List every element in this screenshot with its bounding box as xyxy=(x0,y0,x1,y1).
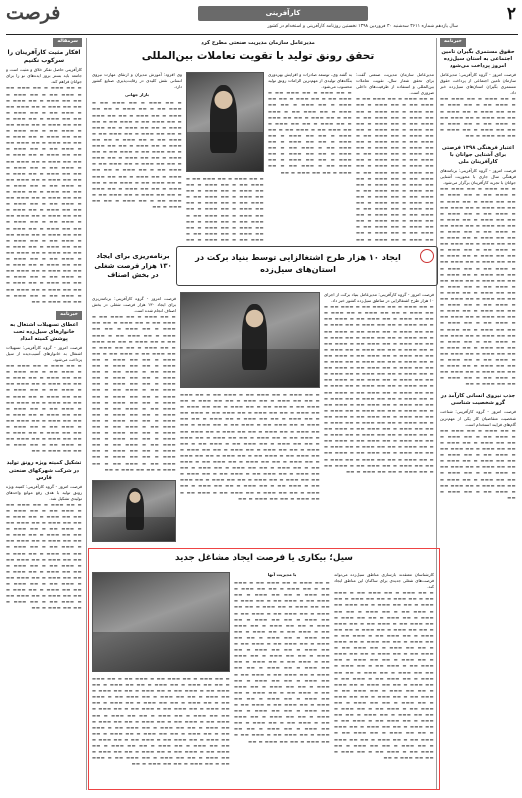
story-kicker: مدیرعامل سازمان مدیریت صنعتی مطرح کرد xyxy=(201,40,315,46)
story-body: مدیرعامل سازمان مدیریت صنعتی گفت: برای تحقق شعار سال، تقویت تعاملات بین‌المللی و استفاده از ظرفیت‌های داخلی ضروری است. xyxy=(356,72,434,96)
text-filler: ▬ ▬▬ ▬▬▬ ▬ ▬▬ ▬▬▬ ▬▬ ▬ ▬▬▬ ▬▬ ▬ ▬▬ ▬▬▬ ▬ ▬▬ ▬▬ ▬▬▬ ▬ ▬▬ ▬▬▬ ▬ ▬▬ ▬▬ ▬▬▬ ▬ ▬▬ ▬▬▬ ▬▬ ▬ ▬▬▬ ▬▬ ▬ ▬▬ ▬▬▬ ▬ ▬▬ ▬▬ ▬▬▬ ▬ ▬▬ ▬▬▬ ▬ ▬▬ ▬▬ ▬▬▬ ▬ ▬▬ ▬▬▬ ▬▬ ▬ ▬▬▬ ▬▬ ▬ ▬▬ ▬▬▬ ▬ ▬▬ ▬▬ ▬▬▬ ▬ ▬▬ ▬▬▬ ▬ ▬▬ ▬▬ ▬▬▬ ▬ ▬▬ ▬▬▬ ▬▬ ▬ ▬▬▬ ▬▬ ▬ ▬▬ ▬▬▬ ▬ ▬▬ ▬▬ ▬▬▬ ▬ ▬▬ ▬▬▬ ▬ ▬▬ ▬▬ ▬▬▬ ▬ ▬▬ ▬▬▬ ▬▬ ▬ ▬▬▬ ▬▬ ▬ ▬▬ ▬▬▬ ▬ ▬▬ ▬▬ ▬▬▬ ▬ ▬▬ ▬▬▬ ▬ ▬▬ ▬▬ ▬▬▬ ▬ ▬▬ ▬▬▬ ▬▬ ▬ ▬▬▬ ▬▬ ▬ ▬▬ ▬▬▬ ▬ ▬▬ ▬▬ ▬▬▬ ▬ ▬▬ ▬▬▬ ▬ ▬▬ ▬▬ ▬▬▬ ▬ ▬▬ ▬▬▬ ▬▬ ▬ ▬▬▬ ▬▬ ▬ ▬▬ ▬▬▬ ▬ ▬▬ ▬▬ ▬▬▬ ▬ ▬▬ ▬▬▬ ▬ ▬▬ ▬▬ ▬▬▬ ▬ ▬▬ ▬▬▬ ▬▬ ▬ ▬▬▬ ▬▬ ▬ ▬▬ ▬▬▬ ▬ ▬▬ ▬▬ ▬▬▬ ▬ ▬▬ ▬▬▬ ▬ ▬▬ ▬▬ ▬▬▬ ▬ ▬▬ ▬▬▬ ▬▬ ▬ ▬▬▬ ▬▬ ▬ ▬▬ ▬▬▬ ▬ ▬▬ ▬▬ ▬▬▬ ▬ ▬▬ ▬▬▬ ▬ ▬▬ ▬▬ ▬▬▬ ▬ ▬▬ ▬▬▬ ▬▬ ▬ ▬▬▬ ▬▬ ▬ ▬▬ ▬▬▬ ▬ ▬▬ ▬▬ ▬▬▬ ▬ ▬▬ ▬▬▬ ▬ ▬▬ ▬▬ ▬▬▬ ▬ ▬▬ ▬▬▬ ▬▬ ▬ ▬▬▬ ▬▬ ▬ ▬▬ ▬▬▬ ▬ ▬▬ ▬▬ ▬▬▬ ▬ ▬▬ xyxy=(234,580,330,744)
text-filler: ▬ ▬▬ ▬▬▬ ▬ ▬▬ ▬▬▬ ▬▬ ▬ ▬▬▬ ▬▬ ▬ ▬▬ ▬▬▬ ▬ ▬▬ ▬▬ ▬▬▬ ▬ ▬▬ ▬▬▬ ▬ ▬▬ ▬▬ ▬▬▬ ▬ ▬▬ ▬▬▬ ▬▬ ▬ ▬▬▬ ▬▬ ▬ ▬▬ ▬▬▬ ▬ ▬▬ ▬▬ ▬▬▬ ▬ ▬▬ ▬▬▬ ▬ ▬▬ ▬▬ ▬▬▬ ▬ ▬▬ ▬▬▬ ▬▬ ▬ ▬▬▬ ▬▬ ▬ ▬▬ ▬▬▬ ▬ ▬▬ ▬▬ ▬▬▬ ▬ ▬▬ ▬▬▬ ▬ ▬▬ ▬▬ ▬▬▬ ▬ ▬▬ ▬▬▬ ▬▬ ▬ ▬▬▬ ▬▬ ▬ ▬▬ ▬▬▬ ▬ ▬▬ ▬▬ ▬▬▬ ▬ ▬▬ ▬▬▬ ▬ ▬▬ ▬▬ ▬▬▬ ▬ ▬▬ ▬▬▬ ▬▬ ▬ ▬▬▬ ▬▬ ▬ ▬▬ ▬▬▬ ▬ ▬▬ ▬▬ ▬▬▬ ▬ ▬▬ xyxy=(6,363,82,454)
story-headline: سیل؛ بیکاری یا فرصت ایجاد مشاغل جدید xyxy=(175,553,353,563)
brief-headline: تشکیل کمیته ویژه رونق تولید در شرکت شهرکهای صنعتی فارس xyxy=(6,460,82,481)
story-column xyxy=(356,72,434,242)
text-filler: ▬ ▬▬ ▬▬▬ ▬ ▬▬ ▬▬▬ ▬▬ ▬ ▬▬▬ ▬▬ ▬ ▬▬ ▬▬▬ ▬ ▬▬ ▬▬ ▬▬▬ ▬ ▬▬ ▬▬▬ ▬ ▬▬ ▬▬ ▬▬▬ ▬ ▬▬ ▬▬▬ ▬▬ ▬ ▬▬▬ ▬▬ ▬ ▬▬ ▬▬▬ ▬ ▬▬ ▬▬ ▬▬▬ ▬ ▬▬ ▬▬▬ ▬ ▬▬ ▬▬ ▬▬▬ ▬ ▬▬ ▬▬▬ ▬▬ ▬ ▬▬▬ ▬▬ ▬ ▬▬ ▬▬▬ ▬ ▬▬ ▬▬ ▬▬▬ ▬ ▬▬ ▬▬▬ ▬ ▬▬ ▬▬ ▬▬▬ ▬ ▬▬ ▬▬▬ ▬▬ ▬ ▬▬▬ ▬▬ ▬ ▬▬ ▬▬▬ ▬ ▬▬ ▬▬ ▬▬▬ ▬ ▬▬ ▬▬▬ ▬ ▬▬ ▬▬ ▬▬▬ ▬ ▬▬ ▬▬▬ ▬▬ ▬ ▬▬▬ ▬▬ ▬ ▬▬ ▬▬▬ ▬ ▬▬ ▬▬ ▬▬▬ ▬ ▬▬ ▬▬▬ ▬ ▬▬ ▬▬ ▬▬▬ ▬ ▬▬ ▬▬▬ ▬▬ ▬ ▬▬▬ ▬▬ ▬ ▬▬ ▬▬▬ ▬ ▬▬ ▬▬ ▬▬▬ ▬ ▬▬ ▬▬▬ ▬ ▬▬ ▬▬ ▬▬▬ ▬ ▬▬ ▬▬▬ ▬▬ ▬ ▬▬▬ ▬▬ ▬ ▬▬ ▬▬▬ ▬ ▬▬ ▬▬ ▬▬▬ ▬ ▬▬ ▬▬▬ ▬ ▬▬ ▬▬ ▬▬▬ ▬ ▬▬ ▬▬▬ ▬▬ ▬ ▬▬▬ ▬▬ ▬ ▬▬ ▬▬▬ ▬ ▬▬ ▬▬ ▬▬▬ ▬ ▬▬ ▬▬▬ ▬ ▬▬ ▬▬ ▬▬▬ ▬ ▬▬ ▬▬▬ ▬▬ ▬ ▬▬▬ ▬▬ ▬ ▬▬ ▬▬▬ ▬ ▬▬ ▬▬ ▬▬▬ ▬ ▬▬ ▬▬▬ ▬ ▬▬ ▬▬ ▬▬▬ ▬ ▬▬ ▬▬▬ ▬▬ ▬ ▬▬▬ ▬▬ ▬ ▬▬ ▬▬▬ ▬ ▬▬ ▬▬ ▬▬▬ ▬ ▬▬ ▬▬▬ ▬ ▬▬ ▬▬ ▬▬▬ ▬ ▬▬ ▬▬▬ ▬▬ ▬ ▬▬▬ ▬▬ ▬ ▬▬ ▬▬▬ ▬ ▬▬ ▬▬ ▬▬▬ ▬ ▬▬ xyxy=(180,392,320,501)
story-subhead: با مدیریت آنها xyxy=(267,572,297,577)
brief-headline: اعتبار فرهنگی ۱۳۹۸ فرصتی برای آشتایی جوانان با کارآفرینان ملی xyxy=(441,145,515,166)
issue-line: سال یازدهم شماره ۳۶۱۱ سه‌شنبه ۳۰ فروردین ۱۳۹۸ نخستین روزنامه کارآفرینی و استخدام در کشور xyxy=(267,24,458,29)
text-filler: ▬ ▬▬ ▬▬▬ ▬ ▬▬ ▬▬▬ ▬▬ ▬ ▬▬▬ ▬▬ ▬ ▬▬ ▬▬▬ ▬ ▬▬ ▬▬ ▬▬▬ ▬ ▬▬ ▬▬▬ ▬ ▬▬ ▬▬ ▬▬▬ ▬ ▬▬ ▬▬▬ ▬▬ ▬ ▬▬▬ ▬▬ ▬ ▬▬ ▬▬▬ ▬ ▬▬ ▬▬ ▬▬▬ ▬ ▬▬ ▬▬▬ ▬ ▬▬ ▬▬ ▬▬▬ ▬ ▬▬ ▬▬▬ ▬▬ ▬ ▬▬▬ ▬▬ ▬ ▬▬ ▬▬▬ ▬ ▬▬ ▬▬ ▬▬▬ ▬ ▬▬ ▬▬▬ ▬ ▬▬ ▬▬ ▬▬▬ ▬ ▬▬ ▬▬▬ ▬▬ ▬ ▬▬▬ ▬▬ ▬ ▬▬ ▬▬▬ ▬ ▬▬ ▬▬ ▬▬▬ ▬ ▬▬ ▬▬▬ ▬ ▬▬ ▬▬ ▬▬▬ ▬ ▬▬ ▬▬▬ ▬▬ ▬ ▬▬▬ ▬▬ ▬ ▬▬ ▬▬▬ ▬ ▬▬ ▬▬ ▬▬▬ ▬ ▬▬ ▬▬▬ ▬ ▬▬ ▬▬ ▬▬▬ ▬ ▬▬ ▬▬▬ ▬▬ ▬ ▬▬▬ ▬▬ ▬ ▬▬ ▬▬▬ ▬ ▬▬ ▬▬ ▬▬▬ ▬ ▬▬ xyxy=(6,501,82,611)
editorial-headline: افکار مثبت کارآفرینان را سرکوب نکنیم xyxy=(7,48,81,65)
text-filler: ▬ ▬▬ ▬▬▬ ▬ ▬▬ ▬▬▬ ▬▬ ▬ ▬▬▬ ▬▬ ▬ ▬▬ ▬▬▬ ▬ ▬▬ ▬▬ ▬▬▬ ▬ ▬▬ ▬▬▬ ▬ ▬▬ ▬▬ ▬▬▬ ▬ ▬▬ ▬▬▬ ▬▬ ▬ ▬▬▬ ▬▬ ▬ ▬▬ ▬▬▬ ▬ ▬▬ ▬▬ ▬▬▬ ▬ ▬▬ ▬▬▬ ▬ ▬▬ ▬▬ ▬▬▬ ▬ ▬▬ ▬▬▬ ▬▬ ▬ ▬▬▬ ▬▬ ▬ ▬▬ ▬▬▬ ▬ ▬▬ ▬▬ ▬▬▬ ▬ ▬▬ ▬▬▬ ▬ ▬▬ ▬▬ ▬▬▬ ▬ ▬▬ ▬▬▬ ▬▬ ▬ ▬▬▬ ▬▬ ▬ ▬▬ ▬▬▬ ▬ ▬▬ ▬▬ ▬▬▬ ▬ ▬▬ ▬▬▬ ▬ ▬▬ ▬▬ ▬▬▬ ▬ ▬▬ ▬▬▬ ▬▬ ▬ ▬▬▬ ▬▬ ▬ ▬▬ ▬▬▬ ▬ ▬▬ ▬▬ ▬▬▬ ▬ ▬▬ ▬▬▬ ▬ ▬▬ ▬▬ ▬▬▬ ▬ ▬▬ ▬▬▬ ▬▬ ▬ ▬▬▬ ▬▬ ▬ ▬▬ ▬▬▬ ▬ ▬▬ ▬▬ ▬▬▬ ▬ ▬▬ ▬▬▬ ▬ ▬▬ ▬▬ ▬▬▬ ▬ ▬▬ ▬▬▬ ▬▬ ▬ ▬▬▬ ▬▬ ▬ ▬▬ ▬▬▬ ▬ ▬▬ ▬▬ ▬▬▬ ▬ ▬▬ ▬▬▬ ▬ ▬▬ ▬▬ ▬▬▬ ▬ ▬▬ ▬▬▬ ▬▬ ▬ ▬▬▬ ▬▬ ▬ ▬▬ ▬▬▬ ▬ ▬▬ ▬▬ ▬▬▬ ▬ ▬▬ ▬▬▬ ▬ ▬▬ ▬▬ ▬▬▬ ▬ ▬▬ ▬▬▬ ▬▬ ▬ ▬▬▬ ▬▬ ▬ ▬▬ ▬▬▬ ▬ ▬▬ ▬▬ ▬▬▬ ▬ ▬▬ xyxy=(92,676,230,767)
brief-body: فرصت امروز - گروه کارآفرینی: شناخت شخصیت متقاضیان کار یکی از مهم‌ترین گام‌های فرایند استخدام است. xyxy=(440,409,516,427)
text-filler: ▬ ▬▬ ▬▬▬ ▬ ▬▬ ▬▬▬ ▬▬ ▬ ▬▬▬ ▬▬ ▬ ▬▬ ▬▬▬ ▬ ▬▬ ▬▬ ▬▬▬ ▬ ▬▬ ▬▬▬ ▬ ▬▬ ▬▬ ▬▬▬ ▬ ▬▬ ▬▬▬ ▬▬ ▬ ▬▬▬ ▬▬ ▬ ▬▬ ▬▬▬ ▬ ▬▬ ▬▬ ▬▬▬ ▬ ▬▬ ▬▬▬ ▬ ▬▬ ▬▬ ▬▬▬ ▬ ▬▬ ▬▬▬ ▬▬ ▬ ▬▬▬ ▬▬ ▬ ▬▬ ▬▬▬ ▬ ▬▬ ▬▬ ▬▬▬ ▬ ▬▬ ▬▬▬ ▬ ▬▬ ▬▬ ▬▬▬ ▬ ▬▬ ▬▬▬ ▬▬ ▬ ▬▬▬ ▬▬ ▬ ▬▬ ▬▬▬ ▬ ▬▬ ▬▬ ▬▬▬ ▬ ▬▬ ▬▬▬ ▬ ▬▬ ▬▬ ▬▬▬ ▬ ▬▬ ▬▬▬ ▬▬ ▬ ▬▬▬ ▬▬ ▬ ▬▬ ▬▬▬ ▬ ▬▬ ▬▬ ▬▬▬ ▬ ▬▬ ▬▬▬ ▬ ▬▬ ▬▬ ▬▬▬ ▬ ▬▬ ▬▬▬ ▬▬ ▬ ▬▬▬ ▬▬ ▬ ▬▬ ▬▬▬ ▬ ▬▬ ▬▬ ▬▬▬ ▬ ▬▬ ▬▬▬ ▬ ▬▬ ▬▬ ▬▬▬ ▬ ▬▬ ▬▬▬ ▬▬ ▬ ▬▬▬ ▬▬ ▬ ▬▬ ▬▬▬ ▬ ▬▬ ▬▬ ▬▬▬ ▬ ▬▬ ▬▬▬ ▬ ▬▬ ▬▬ ▬▬▬ ▬ ▬▬ ▬▬▬ ▬▬ ▬ ▬▬▬ ▬▬ ▬ ▬▬ ▬▬▬ ▬ ▬▬ ▬▬ ▬▬▬ ▬ ▬▬ ▬▬▬ ▬ ▬▬ ▬▬ ▬▬▬ ▬ ▬▬ ▬▬▬ ▬▬ ▬ ▬▬▬ ▬▬ ▬ ▬▬ ▬▬▬ ▬ ▬▬ ▬▬ ▬▬▬ ▬ ▬▬ ▬▬▬ ▬ ▬▬ ▬▬ ▬▬▬ ▬ ▬▬ ▬▬▬ ▬▬ ▬ ▬▬▬ ▬▬ ▬ ▬▬ ▬▬▬ ▬ ▬▬ ▬▬ ▬▬▬ ▬ ▬▬ ▬▬▬ ▬ ▬▬ ▬▬ ▬▬▬ ▬ ▬▬ ▬▬▬ ▬▬ ▬ ▬▬▬ ▬▬ ▬ ▬▬ ▬▬▬ ▬ ▬▬ ▬▬ ▬▬▬ ▬ ▬▬ ▬▬▬ ▬ ▬▬ ▬▬ ▬▬▬ ▬ ▬▬ ▬▬▬ ▬▬ ▬ ▬▬▬ ▬▬ ▬ ▬▬ ▬▬▬ ▬ ▬▬ ▬▬ ▬▬▬ ▬ ▬▬ xyxy=(334,590,434,760)
brief-headline: جذب نیروی انسانی کارآمد در گرو شخصیت شناسی xyxy=(440,393,516,407)
column-divider xyxy=(86,38,87,790)
story-column xyxy=(92,676,230,786)
story-body: کارشناسان معتقدند بازسازی مناطق سیل‌زده می‌تواند فرصت‌های شغلی جدیدی برای ساکنان این مناطق ایجاد کند. xyxy=(334,572,434,590)
right-news-column xyxy=(440,38,516,790)
column-label: خبرنامه xyxy=(56,311,82,320)
story-column xyxy=(324,292,434,542)
column-label: سرمقاله xyxy=(53,38,82,47)
brief-body: فرصت امروز - گروه کارآفرینی: کمیته ویژه رونق تولید با هدف رفع موانع واحدهای تولیدی تشکیل شد. xyxy=(6,483,82,501)
brief-body: فرصت امروز - گروه کارآفرینی: تسهیلات اشتغال به خانوارهای آسیب‌دیده از سیل پرداخت می‌شود. xyxy=(6,344,82,362)
editorial-body: کارآفرینی حاصل تفکر خلاق و مثبت است و جامعه باید بستر بروز ایده‌های نو را برای جوانان فراهم کند. xyxy=(6,67,82,85)
text-filler: ▬ ▬▬ ▬▬▬ ▬ ▬▬ ▬▬▬ ▬▬ ▬ ▬▬▬ ▬▬ ▬ ▬▬ ▬▬▬ ▬ ▬▬ ▬▬ ▬▬▬ ▬ ▬▬ ▬▬▬ ▬ ▬▬ ▬▬ ▬▬▬ ▬ ▬▬ ▬▬▬ ▬▬ ▬ ▬▬▬ ▬▬ ▬ ▬▬ ▬▬▬ ▬ ▬▬ ▬▬ ▬▬▬ ▬ ▬▬ ▬▬▬ ▬ ▬▬ ▬▬ ▬▬▬ ▬ ▬▬ ▬▬▬ ▬▬ ▬ ▬▬▬ ▬▬ ▬ ▬▬ ▬▬▬ ▬ ▬▬ ▬▬ ▬▬▬ ▬ ▬▬ ▬▬▬ ▬ ▬▬ ▬▬ ▬▬▬ ▬ ▬▬ ▬▬▬ ▬▬ ▬ ▬▬▬ ▬▬ ▬ ▬▬ ▬▬▬ ▬ ▬▬ ▬▬ ▬▬▬ ▬ ▬▬ ▬▬▬ ▬ ▬▬ ▬▬ ▬▬▬ ▬ ▬▬ ▬▬▬ ▬▬ ▬ ▬▬▬ ▬▬ ▬ ▬▬ ▬▬▬ ▬ ▬▬ ▬▬ ▬▬▬ ▬ ▬▬ ▬▬▬ ▬ ▬▬ ▬▬ ▬▬▬ ▬ ▬▬ ▬▬▬ ▬▬ ▬ ▬▬▬ ▬▬ ▬ ▬▬ ▬▬▬ ▬ ▬▬ ▬▬ ▬▬▬ ▬ ▬▬ ▬▬▬ ▬ ▬▬ ▬▬ ▬▬▬ ▬ ▬▬ ▬▬▬ ▬▬ ▬ ▬▬▬ ▬▬ ▬ ▬▬ ▬▬▬ ▬ ▬▬ ▬▬ ▬▬▬ ▬ ▬▬ ▬▬▬ ▬ ▬▬ ▬▬ ▬▬▬ ▬ ▬▬ ▬▬▬ ▬▬ ▬ ▬▬▬ ▬▬ ▬ ▬▬ ▬▬▬ ▬ ▬▬ ▬▬ ▬▬▬ ▬ ▬▬ ▬▬▬ ▬ ▬▬ ▬▬ ▬▬▬ ▬ ▬▬ ▬▬▬ ▬▬ ▬ ▬▬▬ ▬▬ ▬ ▬▬ ▬▬▬ ▬ ▬▬ ▬▬ ▬▬▬ ▬ ▬▬ ▬▬▬ ▬ ▬▬ ▬▬ ▬▬▬ ▬ ▬▬ ▬▬▬ ▬▬ ▬ ▬▬▬ ▬▬ ▬ ▬▬ ▬▬▬ ▬ ▬▬ ▬▬ ▬▬▬ ▬ ▬▬ ▬▬▬ ▬ ▬▬ ▬▬ ▬▬▬ ▬ ▬▬ ▬▬▬ ▬▬ ▬ ▬▬▬ ▬▬ ▬ ▬▬ ▬▬▬ ▬ ▬▬ ▬▬ ▬▬▬ ▬ ▬▬ xyxy=(440,186,516,387)
text-filler: ▬ ▬▬ ▬▬▬ ▬ ▬▬ ▬▬▬ ▬▬ ▬ ▬▬▬ ▬▬ ▬ ▬▬ ▬▬▬ ▬ ▬▬ ▬▬ ▬▬▬ ▬ ▬▬ ▬▬▬ ▬ ▬▬ ▬▬ ▬▬▬ ▬ ▬▬ ▬▬▬ ▬▬ ▬ ▬▬▬ ▬▬ ▬ ▬▬ ▬▬▬ ▬ ▬▬ ▬▬ ▬▬▬ ▬ ▬▬ ▬▬▬ ▬ ▬▬ ▬▬ ▬▬▬ ▬ ▬▬ ▬▬▬ ▬▬ ▬ ▬▬▬ ▬▬ ▬ ▬▬ ▬▬▬ ▬ ▬▬ ▬▬ ▬▬▬ ▬ ▬▬ ▬▬▬ ▬ ▬▬ ▬▬ ▬▬▬ ▬ ▬▬ ▬▬▬ ▬▬ ▬ ▬▬▬ ▬▬ ▬ ▬▬ ▬▬▬ ▬ ▬▬ xyxy=(186,176,264,242)
left-opinion-column xyxy=(6,38,82,790)
story-column xyxy=(186,176,264,242)
story-column xyxy=(92,296,176,476)
masthead xyxy=(6,2,518,36)
page-number: ۲ xyxy=(506,4,516,24)
story-body: فرصت امروز - گروه کارآفرینی: برنامه‌ریزی برای ایجاد ۱۳۰ هزار فرصت شغلی در بخش اصناف انجام شده است. xyxy=(92,296,176,314)
story-body: وی افزود: آموزش مدیران و ارتقای مهارت نیروی انسانی نقش کلیدی در رقابت‌پذیری صنایع کشور دارد. xyxy=(92,72,182,90)
text-filler: ▬ ▬▬ ▬▬▬ ▬ ▬▬ ▬▬▬ ▬▬ ▬ ▬▬▬ ▬▬ ▬ ▬▬ ▬▬▬ ▬ ▬▬ ▬▬ ▬▬▬ ▬ ▬▬ ▬▬▬ ▬ ▬▬ ▬▬ ▬▬▬ ▬ ▬▬ ▬▬▬ ▬▬ ▬ ▬▬▬ ▬▬ ▬ ▬▬ ▬▬▬ ▬ ▬▬ ▬▬ ▬▬▬ ▬ ▬▬ ▬▬▬ ▬ ▬▬ ▬▬ ▬▬▬ ▬ ▬▬ ▬▬▬ ▬▬ ▬ ▬▬▬ ▬▬ ▬ ▬▬ ▬▬▬ ▬ ▬▬ ▬▬ ▬▬▬ ▬ ▬▬ ▬▬▬ ▬ ▬▬ ▬▬ ▬▬▬ ▬ ▬▬ ▬▬▬ ▬▬ ▬ ▬▬▬ ▬▬ ▬ ▬▬ ▬▬▬ ▬ ▬▬ ▬▬ ▬▬▬ ▬ ▬▬ ▬▬▬ ▬ ▬▬ ▬▬ ▬▬▬ ▬ ▬▬ ▬▬▬ ▬▬ ▬ ▬▬▬ ▬▬ ▬ ▬▬ ▬▬▬ ▬ ▬▬ ▬▬ ▬▬▬ ▬ ▬▬ ▬▬▬ ▬ ▬▬ ▬▬ ▬▬▬ ▬ ▬▬ ▬▬▬ ▬▬ ▬ ▬▬▬ ▬▬ ▬ ▬▬ ▬▬▬ ▬ ▬▬ ▬▬ ▬▬▬ ▬ ▬▬ ▬▬▬ ▬ ▬▬ ▬▬ ▬▬▬ ▬ ▬▬ ▬▬▬ ▬▬ ▬ ▬▬▬ ▬▬ ▬ ▬▬ ▬▬▬ ▬ ▬▬ ▬▬ ▬▬▬ ▬ ▬▬ xyxy=(92,100,182,209)
story-headline: ایجاد ۱۰ هزار طرح اشتغالزایی توسط بنیاد برکت در استان‌های سیل‌زده xyxy=(195,252,401,274)
newspaper-logo: فرصت xyxy=(6,2,61,24)
brief-headline: حقوق مستمری بگیران تامین اجتماعی به استان سیل‌زده امروز پرداخت می‌شود xyxy=(441,48,515,69)
text-filler: ▬ ▬▬ ▬▬▬ ▬ ▬▬ ▬▬▬ ▬▬ ▬ ▬▬▬ ▬▬ ▬ ▬▬ ▬▬▬ ▬ ▬▬ ▬▬ ▬▬▬ ▬ ▬▬ ▬▬▬ ▬ ▬▬ ▬▬ ▬▬▬ ▬ ▬▬ ▬▬▬ ▬▬ ▬ ▬▬▬ ▬▬ ▬ ▬▬ ▬▬▬ ▬ ▬▬ ▬▬ ▬▬▬ ▬ ▬▬ ▬▬▬ ▬ ▬▬ ▬▬ ▬▬▬ ▬ ▬▬ ▬▬▬ ▬▬ ▬ ▬▬▬ ▬▬ ▬ ▬▬ ▬▬▬ ▬ ▬▬ ▬▬ ▬▬▬ ▬ ▬▬ ▬▬▬ ▬ ▬▬ ▬▬ ▬▬▬ ▬ ▬▬ ▬▬▬ ▬▬ ▬ ▬▬▬ ▬▬ ▬ ▬▬ ▬▬▬ ▬ ▬▬ xyxy=(440,427,516,500)
text-filler: ▬ ▬▬ ▬▬▬ ▬ ▬▬ ▬▬▬ ▬▬ ▬ ▬▬▬ ▬▬ ▬ ▬▬ ▬▬▬ ▬ ▬▬ ▬▬ ▬▬▬ ▬ ▬▬ ▬▬▬ ▬ ▬▬ ▬▬ ▬▬▬ ▬ ▬▬ ▬▬▬ ▬▬ ▬ ▬▬▬ ▬▬ ▬ ▬▬ ▬▬▬ ▬ ▬▬ ▬▬ ▬▬▬ ▬ ▬▬ ▬▬▬ ▬ ▬▬ ▬▬ ▬▬▬ ▬ ▬▬ ▬▬▬ ▬▬ ▬ ▬▬▬ ▬▬ ▬ ▬▬ ▬▬▬ ▬ ▬▬ ▬▬ ▬▬▬ ▬ ▬▬ ▬▬▬ ▬ ▬▬ ▬▬ ▬▬▬ ▬ ▬▬ ▬▬▬ ▬▬ ▬ ▬▬▬ ▬▬ ▬ ▬▬ ▬▬▬ ▬ ▬▬ ▬▬ ▬▬▬ ▬ ▬▬ ▬▬▬ ▬ ▬▬ ▬▬ ▬▬▬ ▬ ▬▬ ▬▬▬ ▬▬ ▬ ▬▬▬ ▬▬ ▬ ▬▬ ▬▬▬ ▬ ▬▬ ▬▬ ▬▬▬ ▬ ▬▬ ▬▬▬ ▬ ▬▬ ▬▬ ▬▬▬ ▬ ▬▬ ▬▬▬ ▬▬ ▬ ▬▬▬ ▬▬ ▬ ▬▬ ▬▬▬ ▬ ▬▬ ▬▬ ▬▬▬ ▬ ▬▬ ▬▬▬ ▬ ▬▬ ▬▬ ▬▬▬ ▬ ▬▬ ▬▬▬ ▬▬ ▬ ▬▬▬ ▬▬ ▬ ▬▬ ▬▬▬ ▬ ▬▬ ▬▬ ▬▬▬ ▬ ▬▬ ▬▬▬ ▬ ▬▬ ▬▬ ▬▬▬ ▬ ▬▬ ▬▬▬ ▬▬ ▬ ▬▬▬ ▬▬ ▬ ▬▬ ▬▬▬ ▬ ▬▬ ▬▬ ▬▬▬ ▬ ▬▬ ▬▬▬ ▬ ▬▬ xyxy=(356,96,434,242)
brief-body: فرصت امروز - گروه کارآفرینی: برنامه‌های فرهنگی سال جاری با محوریت آشنایی جوانان با تجربه کارآفرینان برگزار می‌شود. xyxy=(440,168,516,186)
text-filler: ▬ ▬▬ ▬▬▬ ▬ ▬▬ ▬▬▬ ▬▬ ▬ ▬▬▬ ▬▬ ▬ ▬▬ ▬▬▬ ▬ ▬▬ ▬▬ ▬▬▬ ▬ ▬▬ ▬▬▬ ▬ ▬▬ ▬▬ ▬▬▬ ▬ ▬▬ ▬▬▬ ▬▬ ▬ ▬▬▬ ▬▬ ▬ ▬▬ ▬▬▬ ▬ ▬▬ ▬▬ ▬▬▬ ▬ ▬▬ ▬▬▬ ▬ ▬▬ ▬▬ ▬▬▬ ▬ ▬▬ ▬▬▬ ▬▬ ▬ ▬▬▬ ▬▬ ▬ ▬▬ ▬▬▬ ▬ ▬▬ ▬▬ ▬▬▬ ▬ ▬▬ ▬▬▬ ▬ ▬▬ ▬▬ ▬▬▬ ▬ ▬▬ ▬▬▬ ▬▬ ▬ ▬▬▬ ▬▬ ▬ ▬▬ ▬▬▬ ▬ ▬▬ ▬▬ ▬▬▬ ▬ ▬▬ ▬▬▬ ▬ ▬▬ ▬▬ ▬▬▬ ▬ ▬▬ ▬▬▬ ▬▬ ▬ ▬▬▬ ▬▬ ▬ ▬▬ ▬▬▬ ▬ ▬▬ ▬▬ ▬▬▬ ▬ ▬▬ ▬▬▬ ▬ ▬▬ ▬▬ ▬▬▬ ▬ ▬▬ ▬▬▬ ▬▬ ▬ ▬▬▬ ▬▬ ▬ ▬▬ ▬▬▬ ▬ ▬▬ ▬▬ ▬▬▬ ▬ ▬▬ ▬▬▬ ▬ ▬▬ ▬▬ ▬▬▬ ▬ ▬▬ ▬▬▬ ▬▬ ▬ ▬▬▬ ▬▬ ▬ ▬▬ ▬▬▬ ▬ ▬▬ ▬▬ ▬▬▬ ▬ ▬▬ ▬▬▬ ▬ ▬▬ ▬▬ ▬▬▬ ▬ ▬▬ ▬▬▬ ▬▬ ▬ ▬▬▬ ▬▬ ▬ ▬▬ ▬▬▬ ▬ ▬▬ ▬▬ ▬▬▬ ▬ ▬▬ ▬▬▬ ▬ ▬▬ ▬▬ ▬▬▬ ▬ ▬▬ ▬▬▬ ▬▬ ▬ ▬▬▬ ▬▬ ▬ ▬▬ ▬▬▬ ▬ ▬▬ ▬▬ ▬▬▬ ▬ ▬▬ ▬▬▬ ▬ ▬▬ ▬▬ ▬▬▬ ▬ ▬▬ ▬▬▬ ▬▬ ▬ ▬▬▬ ▬▬ ▬ ▬▬ ▬▬▬ ▬ ▬▬ ▬▬ ▬▬▬ ▬ ▬▬ ▬▬▬ ▬ ▬▬ ▬▬ ▬▬▬ ▬ ▬▬ ▬▬▬ ▬▬ ▬ ▬▬▬ ▬▬ ▬ ▬▬ ▬▬▬ ▬ ▬▬ ▬▬ ▬▬▬ ▬ ▬▬ ▬▬▬ ▬ ▬▬ ▬▬ ▬▬▬ ▬ ▬▬ ▬▬▬ ▬▬ ▬ ▬▬▬ ▬▬ ▬ ▬▬ ▬▬▬ ▬ ▬▬ ▬▬ ▬▬▬ ▬ ▬▬ ▬▬▬ ▬ ▬▬ ▬▬ ▬▬▬ ▬ ▬▬ ▬▬▬ ▬▬ ▬ ▬▬▬ ▬▬ ▬ ▬▬ ▬▬▬ ▬ ▬▬ ▬▬ ▬▬▬ ▬ ▬▬ ▬▬▬ ▬ ▬▬ ▬▬ ▬▬▬ ▬ ▬▬ ▬▬▬ ▬▬ ▬ ▬▬▬ ▬▬ ▬ ▬▬ ▬▬▬ ▬ ▬▬ ▬▬ ▬▬▬ ▬ ▬▬ xyxy=(324,304,434,474)
market-photo xyxy=(92,480,176,542)
story-column xyxy=(234,572,330,786)
story-headline: تحقق رونق تولید با تقویت تعاملات بین‌المللی xyxy=(141,50,375,62)
text-filler: ▬ ▬▬ ▬▬▬ ▬ ▬▬ ▬▬▬ ▬▬ ▬ ▬▬▬ ▬▬ ▬ ▬▬ ▬▬▬ ▬ ▬▬ ▬▬ ▬▬▬ ▬ ▬▬ ▬▬▬ ▬ ▬▬ ▬▬ ▬▬▬ ▬ ▬▬ ▬▬▬ ▬▬ ▬ ▬▬▬ ▬▬ ▬ ▬▬ ▬▬▬ ▬ ▬▬ ▬▬ ▬▬▬ ▬ ▬▬ ▬▬▬ ▬ ▬▬ ▬▬ ▬▬▬ ▬ ▬▬ xyxy=(440,96,516,138)
story-column xyxy=(92,72,182,242)
brief-headline: اعطای تسهیلات اشتغال به خانوارهای سیل‌زده تحت پوشش کمیته امداد xyxy=(10,321,78,342)
story-column xyxy=(180,392,320,542)
column-label: خبرنامه xyxy=(440,38,466,47)
story-body: فرصت امروز - گروه کارآفرینی: مدیرعامل بنیاد برکت از اجرای ۱۰ هزار طرح اشتغالزایی در مناطق سیل‌زده کشور خبر داد. xyxy=(324,292,434,304)
ceremony-photo xyxy=(180,292,320,388)
story-headline: برنامه‌ریزی برای ایجاد ۱۳۰ هزار فرصت شغلی در بخش اصناف xyxy=(94,252,172,280)
story-body: به گفته وی، توسعه صادرات و افزایش بهره‌وری بنگاه‌های تولیدی از مهم‌ترین الزامات رونق تولید محسوب می‌شود. xyxy=(268,72,352,90)
text-filler: ▬ ▬▬ ▬▬▬ ▬ ▬▬ ▬▬▬ ▬▬ ▬ ▬▬▬ ▬▬ ▬ ▬▬ ▬▬▬ ▬ ▬▬ ▬▬ ▬▬▬ ▬ ▬▬ ▬▬▬ ▬ ▬▬ ▬▬ ▬▬▬ ▬ ▬▬ ▬▬▬ ▬▬ ▬ ▬▬▬ ▬▬ ▬ ▬▬ ▬▬▬ ▬ ▬▬ ▬▬ ▬▬▬ ▬ ▬▬ ▬▬▬ ▬ ▬▬ ▬▬ ▬▬▬ ▬ ▬▬ ▬▬▬ ▬▬ ▬ ▬▬▬ ▬▬ ▬ ▬▬ ▬▬▬ ▬ ▬▬ ▬▬ ▬▬▬ ▬ ▬▬ ▬▬▬ ▬ ▬▬ ▬▬ ▬▬▬ ▬ ▬▬ ▬▬▬ ▬▬ ▬ ▬▬▬ ▬▬ ▬ ▬▬ ▬▬▬ ▬ ▬▬ ▬▬ ▬▬▬ ▬ ▬▬ ▬▬▬ ▬ ▬▬ ▬▬ ▬▬▬ ▬ ▬▬ ▬▬▬ ▬▬ ▬ ▬▬▬ ▬▬ ▬ ▬▬ ▬▬▬ ▬ ▬▬ ▬▬ ▬▬▬ ▬ ▬▬ ▬▬▬ ▬ ▬▬ ▬▬ ▬▬▬ ▬ ▬▬ ▬▬▬ ▬▬ ▬ ▬▬▬ ▬▬ ▬ ▬▬ ▬▬▬ ▬ ▬▬ ▬▬ ▬▬▬ ▬ ▬▬ ▬▬▬ ▬ ▬▬ ▬▬ ▬▬▬ ▬ ▬▬ ▬▬▬ ▬▬ ▬ ▬▬▬ ▬▬ ▬ ▬▬ ▬▬▬ ▬ ▬▬ ▬▬ ▬▬▬ ▬ ▬▬ ▬▬▬ ▬ ▬▬ ▬▬ ▬▬▬ ▬ ▬▬ ▬▬▬ ▬▬ ▬ ▬▬▬ ▬▬ ▬ ▬▬ ▬▬▬ ▬ ▬▬ ▬▬ ▬▬▬ ▬ ▬▬ ▬▬▬ ▬ ▬▬ ▬▬ ▬▬▬ ▬ ▬▬ ▬▬▬ ▬▬ ▬ ▬▬▬ ▬▬ ▬ ▬▬ ▬▬▬ ▬ ▬▬ ▬▬ ▬▬▬ ▬ ▬▬ xyxy=(92,314,176,472)
section-banner: کارآفرینی xyxy=(198,6,368,21)
interview-photo xyxy=(186,72,264,172)
text-filler: ▬ ▬▬ ▬▬▬ ▬ ▬▬ ▬▬▬ ▬▬ ▬ ▬▬▬ ▬▬ ▬ ▬▬ ▬▬▬ ▬ ▬▬ ▬▬ ▬▬▬ ▬ ▬▬ ▬▬▬ ▬ ▬▬ ▬▬ ▬▬▬ ▬ ▬▬ ▬▬▬ ▬▬ ▬ ▬▬▬ ▬▬ ▬ ▬▬ ▬▬▬ ▬ ▬▬ ▬▬ ▬▬▬ ▬ ▬▬ ▬▬▬ ▬ ▬▬ ▬▬ ▬▬▬ ▬ ▬▬ ▬▬▬ ▬▬ ▬ ▬▬▬ ▬▬ ▬ ▬▬ ▬▬▬ ▬ ▬▬ ▬▬ ▬▬▬ ▬ ▬▬ ▬▬▬ ▬ ▬▬ ▬▬ ▬▬▬ ▬ ▬▬ ▬▬▬ ▬▬ ▬ ▬▬▬ ▬▬ ▬ ▬▬ ▬▬▬ ▬ ▬▬ ▬▬ ▬▬▬ ▬ ▬▬ ▬▬▬ ▬ ▬▬ ▬▬ ▬▬▬ ▬ ▬▬ ▬▬▬ ▬▬ ▬ ▬▬▬ ▬▬ ▬ ▬▬ ▬▬▬ ▬ ▬▬ ▬▬ ▬▬▬ ▬ ▬▬ ▬▬▬ ▬ ▬▬ ▬▬ ▬▬▬ ▬ ▬▬ ▬▬▬ ▬▬ ▬ ▬▬▬ ▬▬ ▬ ▬▬ ▬▬▬ ▬ ▬▬ ▬▬ ▬▬▬ ▬ ▬▬ ▬▬▬ ▬ ▬▬ ▬▬ ▬▬▬ ▬ ▬▬ ▬▬▬ ▬▬ ▬ ▬▬▬ ▬▬ ▬ ▬▬ ▬▬▬ ▬ ▬▬ ▬▬ ▬▬▬ ▬ ▬▬ ▬▬▬ ▬ ▬▬ ▬▬ ▬▬▬ ▬ ▬▬ ▬▬▬ ▬▬ ▬ ▬▬▬ ▬▬ ▬ ▬▬ ▬▬▬ ▬ ▬▬ ▬▬ ▬▬▬ ▬ ▬▬ ▬▬▬ ▬ ▬▬ ▬▬ ▬▬▬ ▬ ▬▬ ▬▬▬ ▬▬ ▬ ▬▬▬ ▬▬ ▬ ▬▬ ▬▬▬ ▬ ▬▬ ▬▬ ▬▬▬ ▬ ▬▬ ▬▬▬ ▬ ▬▬ ▬▬ ▬▬▬ ▬ ▬▬ ▬▬▬ ▬▬ ▬ ▬▬▬ ▬▬ ▬ ▬▬ ▬▬▬ ▬ ▬▬ ▬▬ ▬▬▬ ▬ ▬▬ ▬▬▬ ▬ ▬▬ ▬▬ ▬▬▬ ▬ ▬▬ ▬▬▬ ▬▬ ▬ ▬▬▬ ▬▬ ▬ ▬▬ ▬▬▬ ▬ ▬▬ ▬▬ ▬▬▬ ▬ ▬▬ ▬▬▬ ▬ ▬▬ ▬▬ ▬▬▬ ▬ ▬▬ ▬▬▬ ▬▬ ▬ ▬▬▬ ▬▬ ▬ ▬▬ ▬▬▬ ▬ ▬▬ ▬▬ ▬▬▬ ▬ ▬▬ xyxy=(6,85,82,304)
masthead-rule xyxy=(6,34,518,35)
circle-ornament-icon xyxy=(420,249,434,263)
story-column xyxy=(334,572,434,786)
story-subhead: بازار جهانی xyxy=(124,92,150,98)
text-filler: ▬ ▬▬ ▬▬▬ ▬ ▬▬ ▬▬▬ ▬▬ ▬ ▬▬▬ ▬▬ ▬ ▬▬ ▬▬▬ ▬ ▬▬ ▬▬ ▬▬▬ ▬ ▬▬ ▬▬▬ ▬ ▬▬ ▬▬ ▬▬▬ ▬ ▬▬ ▬▬▬ ▬▬ ▬ ▬▬▬ ▬▬ ▬ ▬▬ ▬▬▬ ▬ ▬▬ ▬▬ ▬▬▬ ▬ ▬▬ ▬▬▬ ▬ ▬▬ ▬▬ ▬▬▬ ▬ ▬▬ ▬▬▬ ▬▬ ▬ ▬▬▬ ▬▬ ▬ ▬▬ ▬▬▬ ▬ ▬▬ ▬▬ ▬▬▬ ▬ ▬▬ ▬▬▬ ▬ ▬▬ ▬▬ ▬▬▬ ▬ ▬▬ ▬▬▬ ▬▬ ▬ ▬▬▬ ▬▬ ▬ ▬▬ ▬▬▬ ▬ ▬▬ ▬▬ ▬▬▬ ▬ ▬▬ ▬▬▬ ▬ ▬▬ ▬▬ ▬▬▬ ▬ ▬▬ ▬▬▬ ▬▬ ▬ ▬▬▬ ▬▬ ▬ ▬▬ ▬▬▬ ▬ ▬▬ ▬▬ ▬▬▬ ▬ ▬▬ xyxy=(268,90,352,175)
flood-photo xyxy=(92,572,230,672)
story-column xyxy=(268,72,352,242)
brief-body: فرصت امروز - گروه کارآفرینی: مدیرعامل سازمان تامین اجتماعی از پرداخت حقوق مستمری بگیران استان‌های سیل‌زده خبر داد. xyxy=(440,72,516,96)
